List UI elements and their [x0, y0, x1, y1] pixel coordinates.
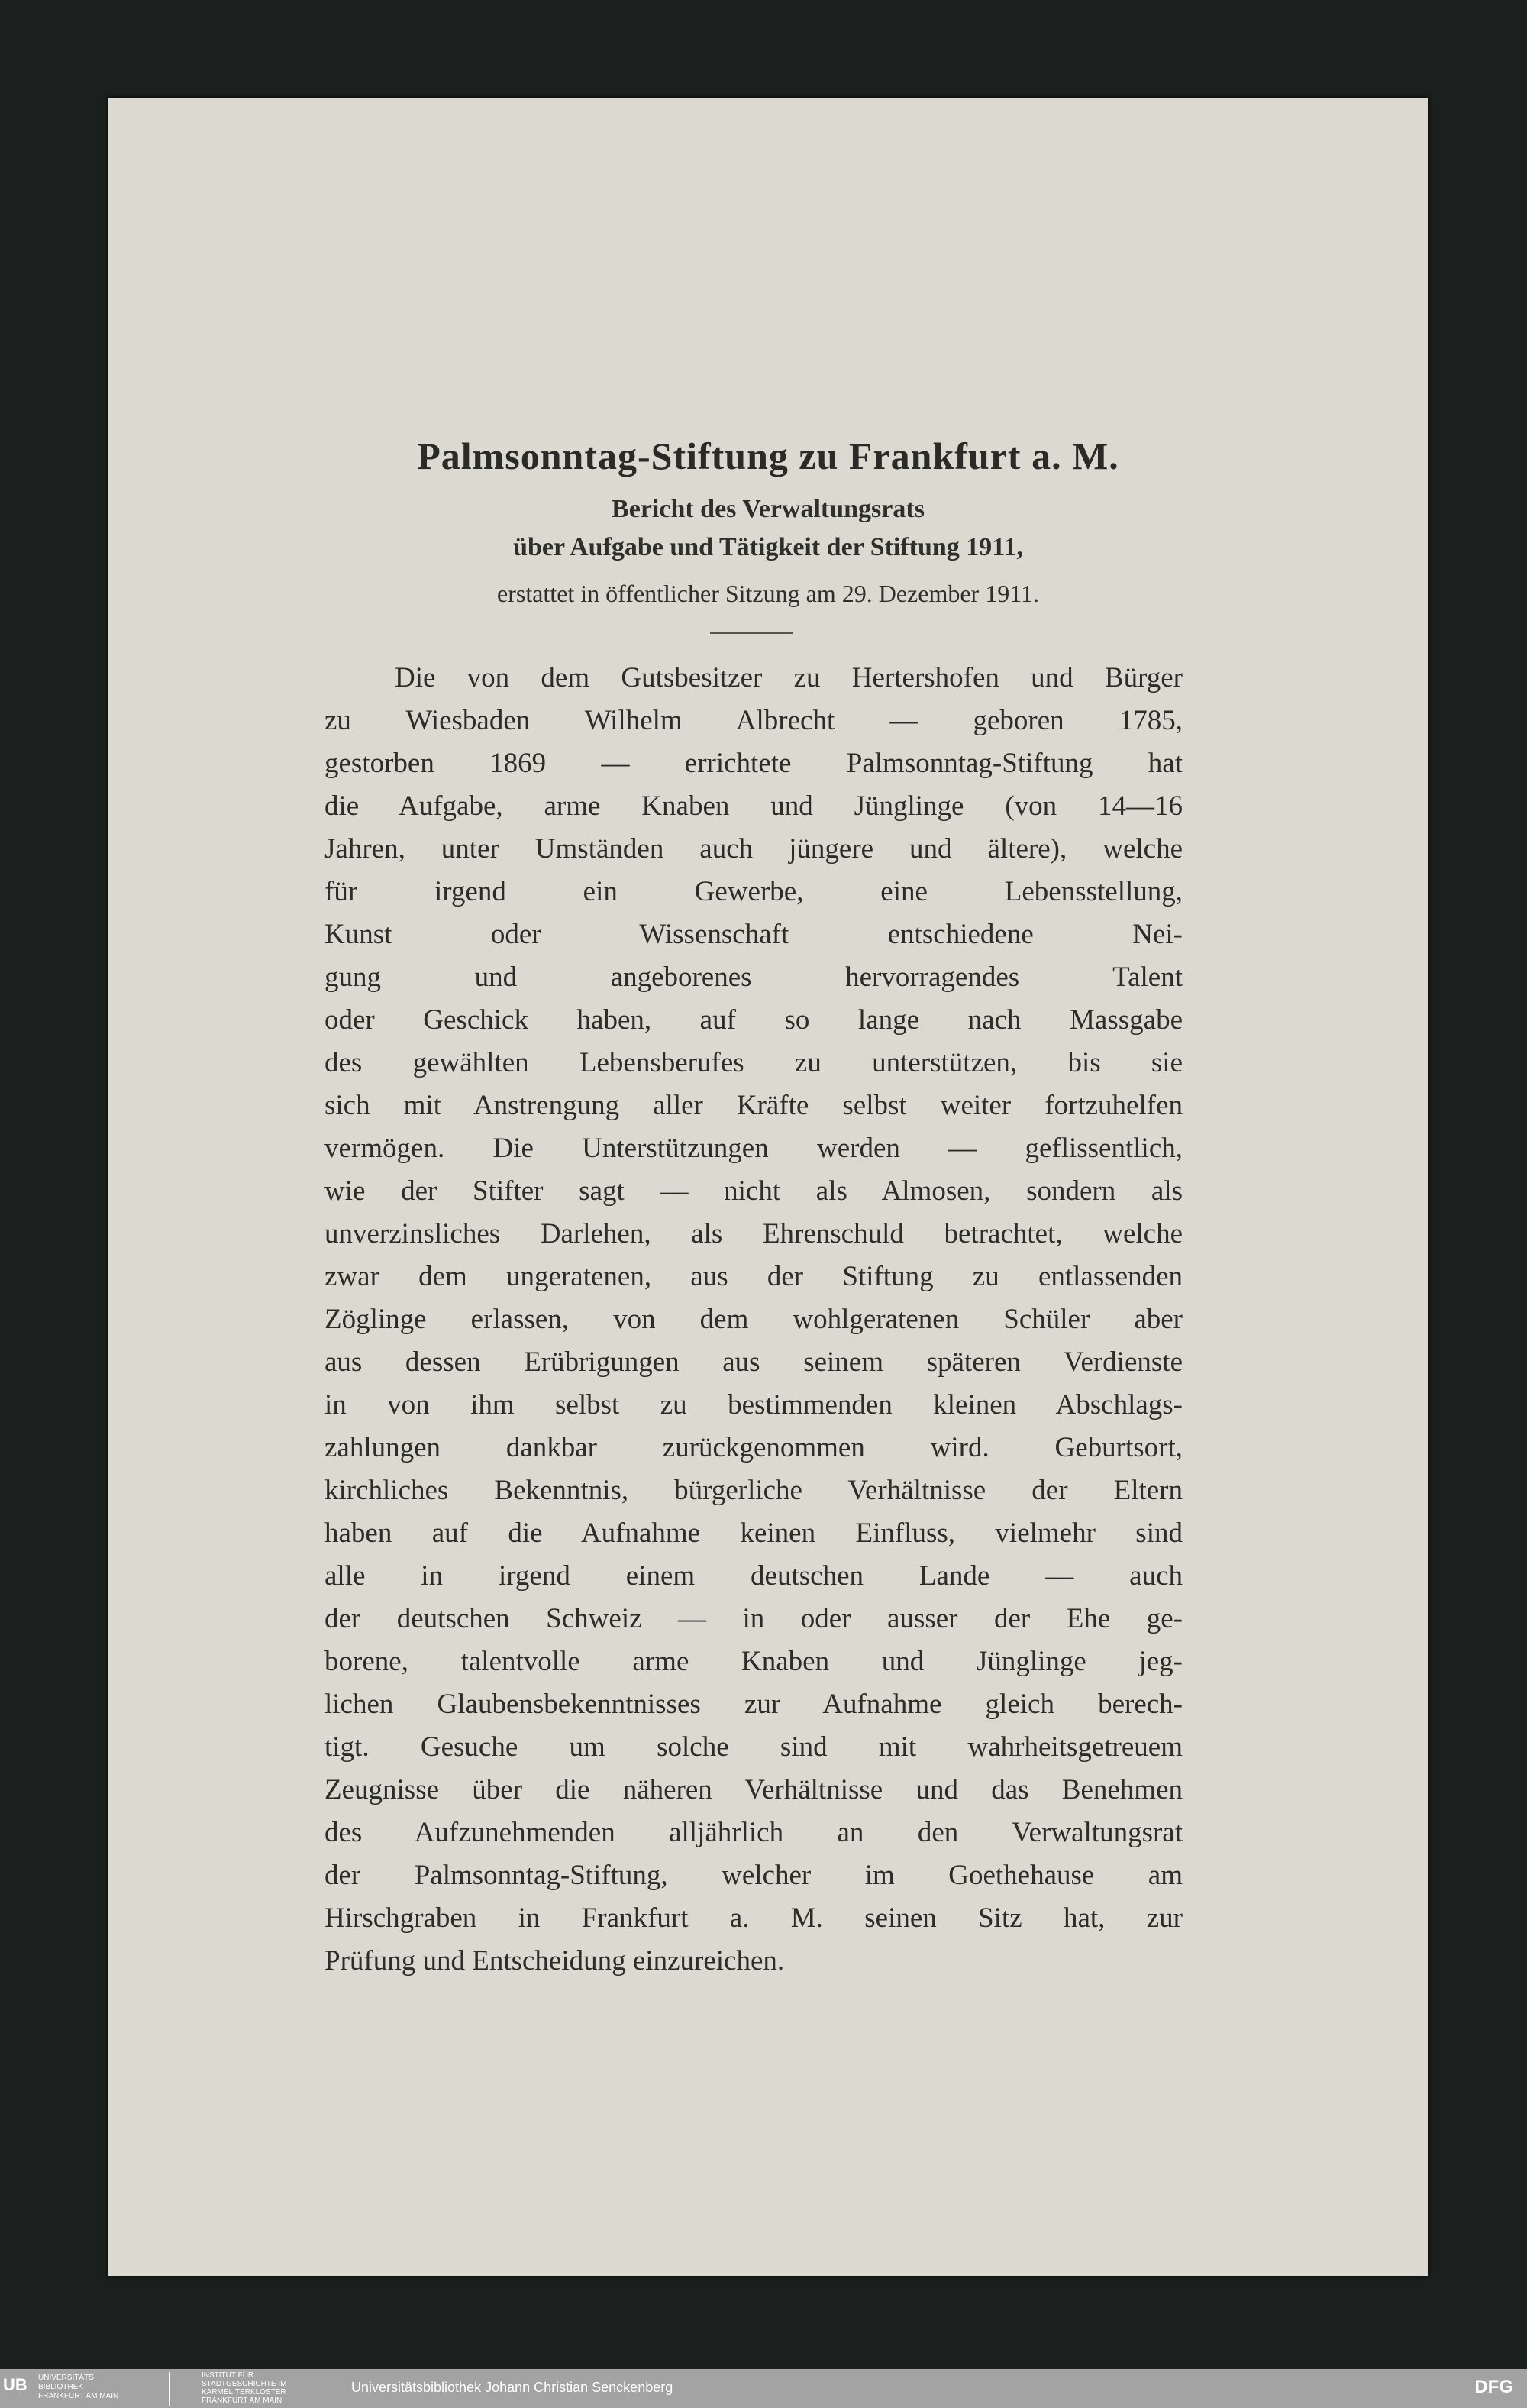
- body-text: [324, 657, 1183, 1983]
- text-line: sich mit Anstrengung aller Kräfte selbst weiter fortzuhelfen: [324, 1090, 1183, 1121]
- text-line: tigt. Gesuche um solche sind mit wahrheitsgetreuem: [324, 1731, 1183, 1763]
- text-line: oder Geschick haben, auf so lange nach Massgabe: [324, 1004, 1183, 1036]
- text-line: für irgend ein Gewerbe, eine Lebensstellung,: [324, 876, 1183, 907]
- text-line: der deutschen Schweiz — in oder ausser der Ehe ge-: [324, 1603, 1183, 1634]
- text-line: Hirschgraben in Frankfurt a. M. seinen Sitz hat, zur: [324, 1902, 1183, 1934]
- text-line: borene, talentvolle arme Knaben und Jünglinge jeg-: [324, 1646, 1183, 1677]
- subtitle-report: Bericht des Verwaltungsrats: [612, 495, 925, 523]
- text-line: Jahren, unter Umständen auch jüngere und ältere), welche: [324, 833, 1183, 865]
- text-line: Prüfung und Entscheidung einzureichen.: [324, 1945, 785, 1976]
- subtitle-date: erstattet in öffentlicher Sitzung am 29. Dezember 1911.: [497, 580, 1039, 607]
- text-line: wie der Stifter sagt — nicht als Almosen, sondern als: [324, 1175, 1183, 1207]
- text-line: gestorben 1869 — errichtete Palmsonntag-Stiftung hat: [324, 748, 1183, 779]
- ub-logo: UB: [3, 2375, 27, 2394]
- institute-logo-text: INSTITUT FÜR STADTGESCHICHTE IM KARMELITERKLOSTER FRANKFURT AM MAIN: [202, 2371, 287, 2405]
- text-line: zwar dem ungeratenen, aus der Stiftung zu entlassenden: [324, 1261, 1183, 1292]
- dfg-logo: DFG: [1474, 2377, 1513, 2397]
- text-line: zu Wiesbaden Wilhelm Albrecht — geboren 1785,: [324, 705, 1183, 736]
- divider: [710, 632, 793, 634]
- text-line: aus dessen Erübrigungen aus seinem späteren Verdienste: [324, 1346, 1183, 1378]
- ub-logo-text: UNIVERSITÄTS BIBLIOTHEK FRANKFURT AM MAIN: [38, 2374, 119, 2400]
- text-line: unverzinsliches Darlehen, als Ehrenschuld betrachtet, welche: [324, 1218, 1183, 1249]
- text-line: Zeugnisse über die näheren Verhältnisse und das Benehmen: [324, 1774, 1183, 1805]
- text-line: zahlungen dankbar zurückgenommen wird. Geburtsort,: [324, 1432, 1183, 1463]
- text-line: vermögen. Die Unterstützungen werden — geflissentlich,: [324, 1133, 1183, 1164]
- text-line: des gewählten Lebensberufes zu unterstützen, bis sie: [324, 1047, 1183, 1078]
- text-line: Kunst oder Wissenschaft entschiedene Nei-: [324, 919, 1183, 950]
- footer-bar: [0, 2369, 1527, 2408]
- text-line: haben auf die Aufnahme keinen Einfluss, vielmehr sind: [324, 1518, 1183, 1549]
- library-name[interactable]: Universitätsbibliothek Johann Christian Senckenberg: [351, 2380, 673, 2395]
- text-line: der Palmsonntag-Stiftung, welcher im Goethehause am: [324, 1860, 1183, 1891]
- text-line: alle in irgend einem deutschen Lande — auch: [324, 1560, 1183, 1592]
- document-title: Palmsonntag-Stiftung zu Frankfurt a. M.: [417, 435, 1119, 477]
- text-line: Die von dem Gutsbesitzer zu Hertershofen und Bürger: [395, 662, 1183, 693]
- text-line: des Aufzunehmenden alljährlich an den Verwaltungsrat: [324, 1817, 1183, 1848]
- text-line: in von ihm selbst zu bestimmenden kleinen Abschlags-: [324, 1389, 1183, 1421]
- text-line: lichen Glaubensbekenntnisses zur Aufnahme gleich berech-: [324, 1689, 1183, 1720]
- text-line: kirchliches Bekenntnis, bürgerliche Verhältnisse der Eltern: [324, 1475, 1183, 1506]
- text-line: Zöglinge erlassen, von dem wohlgeratenen Schüler aber: [324, 1304, 1183, 1335]
- subtitle-topic: über Aufgabe und Tätigkeit der Stiftung 1911,: [513, 533, 1023, 561]
- text-line: die Aufgabe, arme Knaben und Jünglinge (von 14—16: [324, 790, 1183, 822]
- institute-logo-icon: [169, 2372, 170, 2406]
- text-line: gung und angeborenes hervorragendes Talent: [324, 962, 1183, 993]
